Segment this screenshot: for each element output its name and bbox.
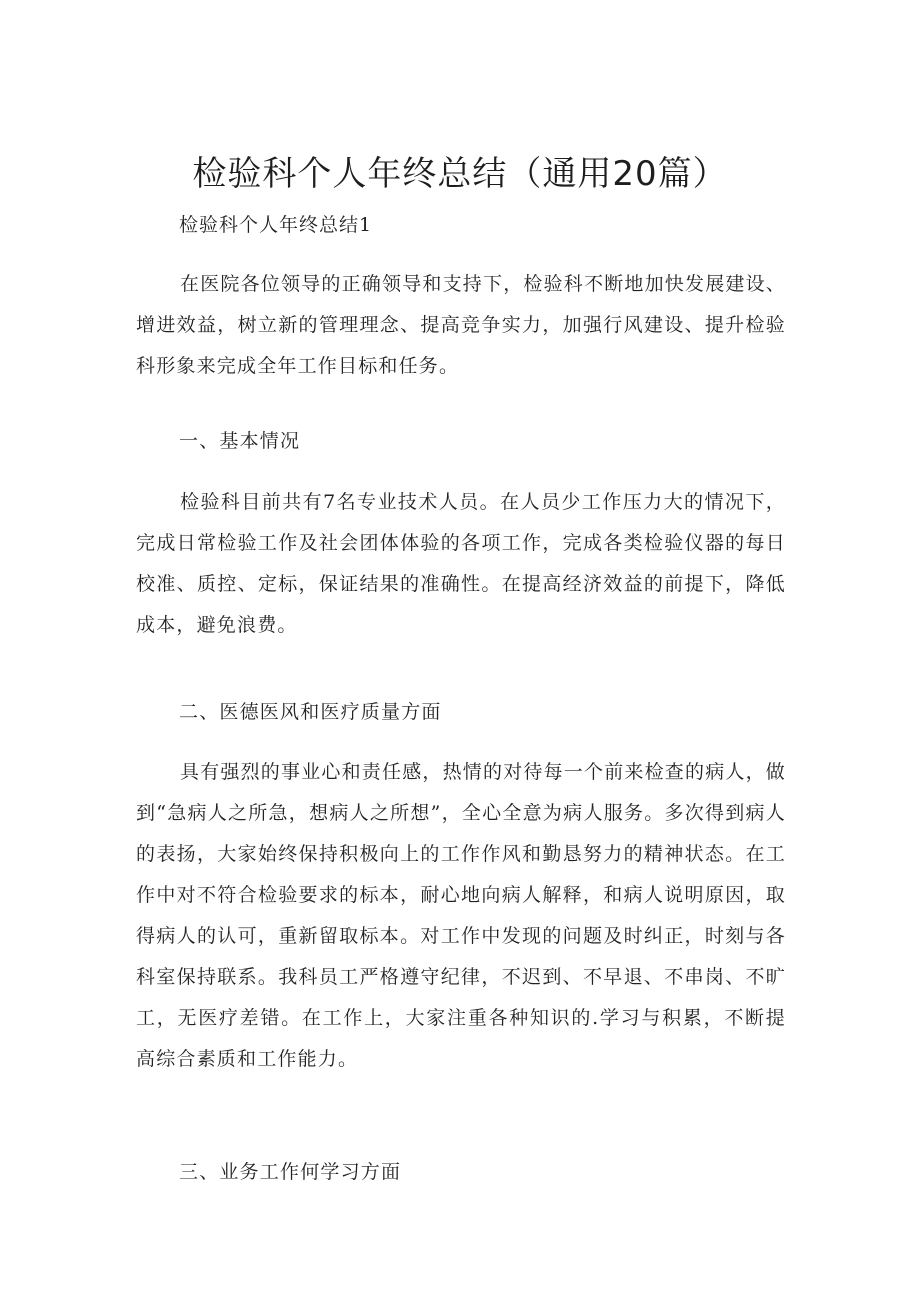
document-subtitle: 检验科个人年终总结1 [179,214,373,236]
document-title: 检验科个人年终总结（通用20篇） [192,154,728,194]
section-body-basic-situation: 检验科目前共有7名专业技术人员。在人员少工作压力大的情况下，完成日常检验工作及社会团体体验的各项工作，完成各类检验仪器的每日校准、质控、定标，保证结果的准确性。在提高经济效益的前提下，降低成本，避免浪费。 [136,491,786,636]
section-heading-basic-situation: 一、基本情况 [179,430,301,452]
section-body-medical-ethics: 具有强烈的事业心和责任感，热情的对待每一个前来检查的病人，做到“急病人之所急，想病人之所想”，全心全意为病人服务。多次得到病人的表扬，大家始终保持积极向上的工作作风和勤恳努力的精神状态。在工作中对不符合检验要求的标本，耐心地向病人解释，和病人说明原因，取得病人的认可，重新留取标本。对工作中发现的问题及时纠正，时刻与各科室保持联系。我科员工严格遵守纪律，不迟到、不早退、不串岗、不旷工，无医疗差错。在工作上，大家注重各种知识的.学习与积累，不断提高综合素质和工作能力。 [136,761,787,1070]
intro-paragraph: 在医院各位领导的正确领导和支持下，检验科不断地加快发展建设、增进效益，树立新的管理理念、提高竞争实力，加强行风建设、提升检验科形象来完成全年工作目标和任务。 [136,273,787,377]
section-heading-medical-ethics: 二、医德医风和医疗质量方面 [179,701,442,723]
section-heading-business-study: 三、业务工作何学习方面 [179,1161,402,1183]
